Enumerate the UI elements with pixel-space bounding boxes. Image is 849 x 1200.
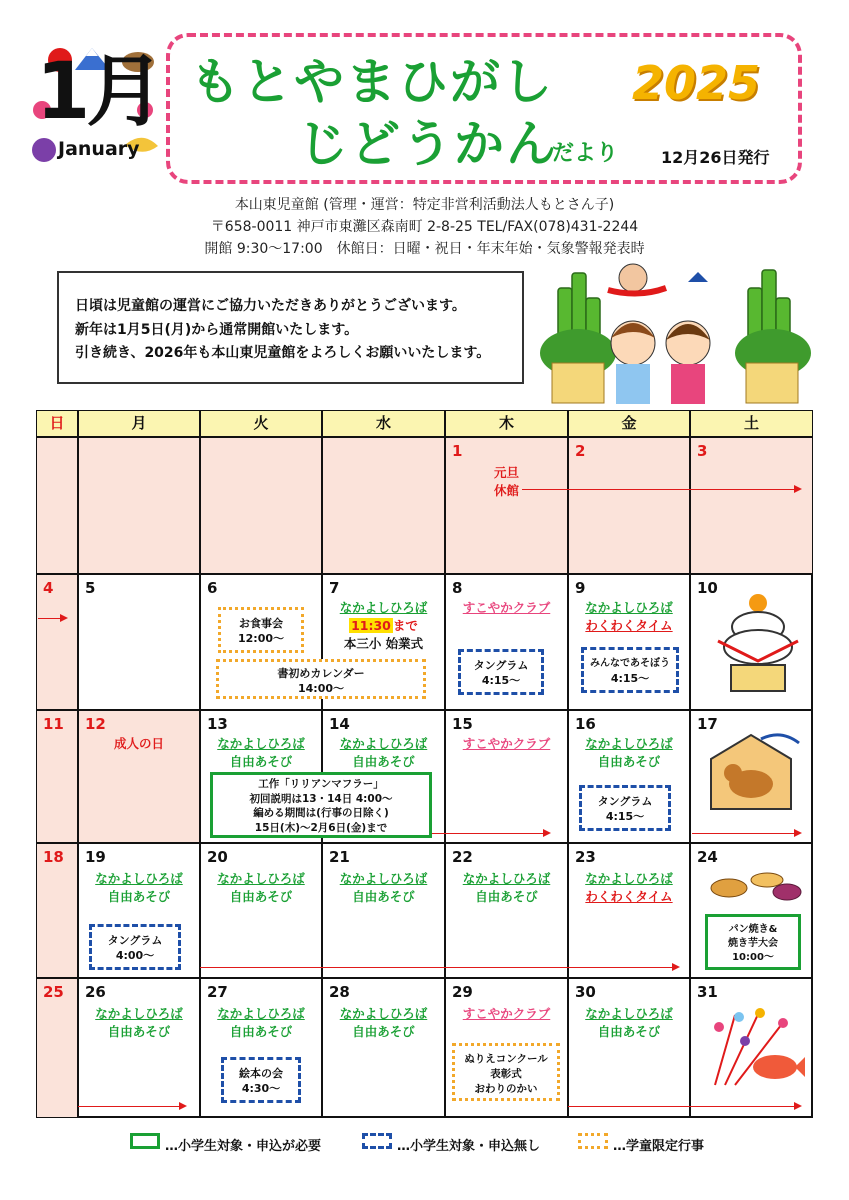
event-label: なかよしひろば	[95, 1006, 183, 1021]
info-hours: 開館 9:30～17:00 休館日：日曜・祝日・年末年始・気象警報発表時	[204, 241, 645, 257]
notice-box	[57, 271, 524, 384]
event-ceremony: 本三小 始業式	[343, 636, 424, 651]
event-time: 4:15～	[605, 810, 645, 823]
event-label: なかよしひろば	[339, 871, 428, 886]
craft-line: 初回説明は13・14日 4:00～	[249, 792, 393, 805]
event-time-note	[323, 617, 444, 635]
event-jiyu: 自由あそび	[229, 889, 293, 904]
event-jiyu: 自由あそび	[352, 1024, 415, 1039]
day-cell	[322, 843, 445, 978]
day-cell	[445, 978, 568, 1118]
event-label: なかよしひろば	[585, 871, 673, 886]
event-title: みんなであそぼう	[590, 658, 670, 669]
closed-period-arrow	[38, 618, 66, 619]
event-title: タングラム	[597, 795, 653, 808]
day-cell	[690, 843, 813, 978]
event-title: ぬりえコンクール	[464, 1053, 548, 1065]
event-nakayoshi	[446, 870, 567, 888]
event-title: お食事会	[239, 617, 283, 630]
day-number: 12	[85, 715, 106, 733]
event-title: タングラム	[473, 659, 529, 672]
weekday-tue: 火	[200, 410, 322, 437]
event-jiyu: 自由あそび	[597, 1024, 661, 1039]
event-label: なかよしひろば	[217, 736, 305, 751]
day-number: 14	[329, 715, 350, 733]
weekday-sun: 日	[36, 410, 78, 437]
day-number: 9	[575, 579, 586, 597]
period-arrow	[568, 1106, 800, 1107]
day-cell	[36, 710, 78, 843]
month-english: January	[58, 138, 140, 160]
event-box	[216, 659, 426, 699]
event-nakayoshi	[79, 1005, 199, 1023]
notice-line: 引き続き、2026年も本山東児童館をよろしくお願いいたします。	[75, 345, 491, 361]
event-title: 書初めカレンダー	[277, 667, 365, 680]
event-time: 4:15～	[610, 672, 650, 685]
day-cell	[690, 574, 813, 710]
event-label: なかよしひろば	[95, 871, 183, 886]
event-box	[458, 649, 544, 695]
kagamimochi-icon	[713, 589, 803, 699]
day-number: 15	[452, 715, 473, 733]
day-cell	[690, 978, 813, 1118]
event-jiyu: 自由あそび	[107, 1024, 171, 1039]
day-cell	[568, 710, 690, 843]
event-title: 焼き芋大会	[728, 938, 778, 949]
weekday-thu: 木	[445, 410, 568, 437]
event-time: 14:00～	[297, 682, 344, 695]
day-number: 16	[575, 715, 596, 733]
day-number: 13	[207, 715, 228, 733]
day-number: 11	[43, 715, 64, 733]
day-number: 22	[452, 848, 473, 866]
event-title: 絵本の会	[239, 1067, 283, 1080]
weekday-mon: 月	[78, 410, 200, 437]
event-label: すこやかクラブ	[462, 736, 551, 751]
event-box	[89, 924, 181, 970]
ema-horse-icon	[701, 729, 801, 819]
day-cell	[78, 574, 200, 710]
event-time: 4:00～	[115, 949, 155, 962]
day-cell	[200, 843, 322, 978]
event-made: まで	[392, 618, 418, 633]
event-jiyu: 自由あそび	[475, 889, 538, 904]
period-arrow	[692, 833, 800, 834]
day-number: 21	[329, 848, 350, 866]
event-label: なかよしひろば	[339, 600, 428, 615]
day-number: 4	[43, 579, 54, 597]
event-holiday: 成人の日	[113, 736, 164, 751]
event-closed: 休館	[493, 483, 519, 498]
day-number: 17	[697, 715, 718, 733]
day-number: 20	[207, 848, 228, 866]
period-arrow	[432, 833, 549, 834]
event-box	[218, 607, 304, 653]
event-wakuwaku	[569, 888, 689, 906]
day-cell	[200, 437, 322, 574]
legend-green-swatch	[130, 1133, 160, 1149]
legend-blue-text: …小学生対象・申込無し	[397, 1139, 541, 1154]
event-jiyu: 自由あそび	[107, 889, 171, 904]
event-title: 表彰式	[490, 1068, 522, 1080]
day-cell	[568, 843, 690, 978]
weekday-wed: 水	[322, 410, 445, 437]
event-nakayoshi	[201, 870, 321, 888]
event-label: なかよしひろば	[462, 871, 551, 886]
day-cell	[568, 574, 690, 710]
day-number: 31	[697, 983, 718, 1001]
day-number: 8	[452, 579, 463, 597]
event-time: 12:00～	[237, 632, 284, 645]
craft-title: 工作「リリアンマフラー」	[258, 778, 384, 790]
legend-orange-text: …学童限定行事	[613, 1139, 705, 1154]
event-nakayoshi	[79, 870, 199, 888]
event-holiday: 元旦	[493, 465, 519, 480]
event-nakayoshi	[569, 599, 689, 617]
day-cell	[36, 574, 78, 710]
day-number: 19	[85, 848, 106, 866]
event-time: 4:15～	[481, 674, 521, 687]
craft-line: 15日(木)～2月6日(金)まで	[254, 821, 388, 834]
day-number: 5	[85, 579, 96, 597]
event-label: なかよしひろば	[339, 1006, 428, 1021]
event-label: なかよしひろば	[339, 736, 428, 751]
event-title: おわりのかい	[474, 1083, 538, 1095]
kadomatsu-kids-illustration	[538, 258, 818, 412]
event-nakayoshi	[323, 870, 444, 888]
day-number: 7	[329, 579, 340, 597]
weekday-sat: 土	[690, 410, 813, 437]
event-label: なかよしひろば	[217, 871, 305, 886]
event-label: なかよしひろば	[585, 736, 673, 751]
day-cell	[322, 437, 445, 574]
day-number: 29	[452, 983, 473, 1001]
day-number: 25	[43, 983, 64, 1001]
event-box	[705, 914, 801, 970]
title-line-2: じどうかん	[298, 115, 558, 173]
day-cell	[36, 978, 78, 1118]
event-sukoyaka	[446, 735, 567, 753]
title-line-1: もとやまひがし	[190, 53, 554, 111]
day-cell	[36, 437, 78, 574]
event-nakayoshi	[569, 1005, 689, 1023]
weekday-fri: 金	[568, 410, 690, 437]
highlight-time: 11:30	[351, 618, 391, 633]
day-cell	[568, 978, 690, 1118]
event-nakayoshi	[323, 1005, 444, 1023]
event-time: 10:00～	[732, 952, 774, 963]
day-cell	[568, 437, 690, 574]
year: 2025	[632, 56, 761, 110]
issue-date: 12月26日発行	[661, 148, 770, 167]
event-jiyu: 自由あそび	[597, 754, 661, 769]
period-arrow	[78, 1106, 185, 1107]
event-nakayoshi	[569, 735, 689, 753]
event-box-craft	[210, 772, 432, 838]
day-cell	[690, 710, 813, 843]
period-arrow	[200, 967, 678, 968]
day-cell	[78, 843, 200, 978]
event-box	[581, 647, 679, 693]
day-cell	[445, 710, 568, 843]
notice-line: 新年は1月5日(月)から通常開館いたします。	[75, 321, 359, 338]
day-cell	[78, 710, 200, 843]
day-cell	[200, 978, 322, 1118]
info-org: 本山東児童館 (管理・運営：特定非営利活動法人もとさん子)	[234, 197, 615, 213]
bread-sweetpotato-icon	[707, 866, 803, 906]
info-address: 〒658-0011 神戸市東灘区森南町 2-8-25 TEL/FAX(078)431-2244	[210, 219, 639, 235]
event-sukoyaka	[446, 1005, 567, 1023]
event-box	[579, 785, 671, 831]
day-number: 30	[575, 983, 596, 1001]
event-label: わくわくタイム	[585, 618, 673, 633]
month-number: 1月	[36, 47, 161, 137]
event-label: すこやかクラブ	[462, 600, 551, 615]
day-cell	[690, 437, 813, 574]
event-nakayoshi	[201, 735, 321, 753]
event-label: なかよしひろば	[585, 600, 673, 615]
legend-orange-swatch	[578, 1133, 608, 1149]
day-number: 23	[575, 848, 596, 866]
event-time: 4:30～	[241, 1082, 281, 1095]
day-number: 26	[85, 983, 106, 1001]
event-wakuwaku	[569, 617, 689, 635]
event-nakayoshi	[323, 599, 444, 617]
event-label: なかよしひろば	[217, 1006, 305, 1021]
event-nakayoshi	[201, 1005, 321, 1023]
event-sukoyaka	[446, 599, 567, 617]
event-label: わくわくタイム	[585, 889, 673, 904]
event-jiyu: 自由あそび	[352, 754, 415, 769]
event-jiyu: 自由あそび	[229, 754, 293, 769]
day-number: 24	[697, 848, 718, 866]
day-number: 18	[43, 848, 64, 866]
day-number: 10	[697, 579, 718, 597]
craft-line: 編める期間は(行事の日除く)	[253, 807, 389, 819]
day-cell	[445, 843, 568, 978]
event-nakayoshi	[323, 735, 444, 753]
legend-blue-swatch	[362, 1133, 392, 1149]
day-number: 1	[452, 442, 463, 460]
day-cell	[445, 437, 568, 574]
event-jiyu: 自由あそび	[352, 889, 415, 904]
event-box	[221, 1057, 301, 1103]
day-cell	[445, 574, 568, 710]
mochibana-tai-icon	[705, 1005, 805, 1093]
notice-line: 日頃は児童館の運営にご協力いただきありがとうございます。	[75, 298, 466, 314]
event-nakayoshi	[569, 870, 689, 888]
day-cell	[36, 843, 78, 978]
event-label: すこやかクラブ	[462, 1006, 551, 1021]
event-jiyu: 自由あそび	[229, 1024, 293, 1039]
legend-green-text: …小学生対象・申込が必要	[165, 1139, 322, 1154]
event-title: パン焼き&	[728, 924, 778, 935]
event-box	[452, 1043, 560, 1101]
day-number: 3	[697, 442, 708, 460]
day-cell	[78, 437, 200, 574]
event-label: なかよしひろば	[585, 1006, 673, 1021]
day-number: 27	[207, 983, 228, 1001]
closed-period-arrow	[522, 489, 800, 490]
day-cell	[322, 978, 445, 1118]
day-number: 6	[207, 579, 218, 597]
day-number: 28	[329, 983, 350, 1001]
title-suffix: だより	[552, 141, 619, 166]
event-title: タングラム	[107, 934, 163, 947]
day-number: 2	[575, 442, 586, 460]
day-cell	[78, 978, 200, 1118]
